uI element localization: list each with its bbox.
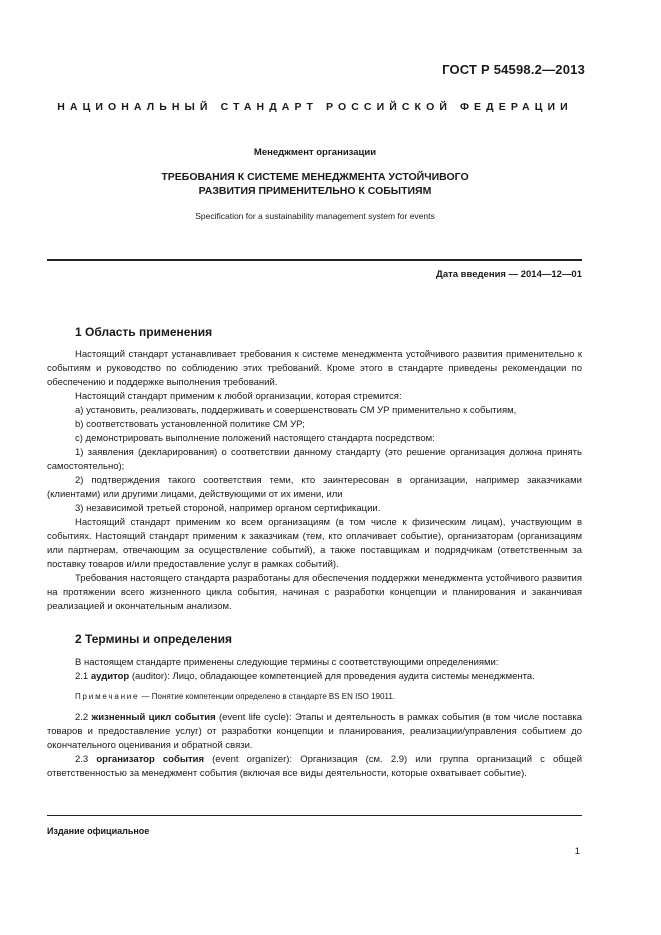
list-item: 2) подтверждения такого соответствия теми, кто заинтересован в организации, например заказчиками (клиентами) или другими лицами, действующими от их имени, или <box>47 475 582 500</box>
section-2-heading: 2 Термины и определения <box>75 632 233 646</box>
term-definition: Этапы и деятельность в рамках события (в том числе поставка товаров и предоставление услуг) от разработки концепции и планирования, реализации/управления событием до окончательного оценивания и обратной связи. <box>47 712 583 751</box>
edition-label: Издание официальное <box>47 826 150 836</box>
term-entry <box>47 753 582 781</box>
list-item: 3) независимой третьей стороной, например органом сертификации. <box>75 503 381 514</box>
paragraph: Требования настоящего стандарта разработаны для обеспечения поддержки менеджмента устойчивого развития на протяжении всего жизненного цикла события, начиная с разработки концепции и планирования и заканчивая реализацией и окончательным анализом. <box>47 573 582 612</box>
page-number: 1 <box>574 846 580 857</box>
term-number: 2.1 <box>75 671 89 682</box>
introduction-date: Дата введения — 2014—12—01 <box>436 269 582 280</box>
title-line-2: РАЗВИТИЯ ПРИМЕНИТЕЛЬНО К СОБЫТИЯМ <box>198 185 432 197</box>
term-name: аудитор <box>90 671 130 682</box>
term-definition: Лицо, обладающее компетенцией для проведения аудита системы менеджмента. <box>172 671 535 682</box>
term-definition: Организация (см. 2.9) или группа организаций с общей ответственностью за менеджмент события (включая все виды деятельности, которые охватывает событие). <box>47 754 583 779</box>
note-label: Примечание <box>75 692 140 701</box>
list-item: 1) заявления (декларирования) о соответствии данному стандарту (это решение организация должна принять самостоятельно); <box>47 447 582 472</box>
english-title: Specification for a sustainability management system for events <box>195 211 435 221</box>
term-entry <box>47 670 582 684</box>
term-english: (auditor): <box>131 671 170 682</box>
term-number: 2.2 <box>75 712 89 723</box>
section-2-body <box>47 656 582 781</box>
term-english: (event life cycle): <box>218 712 292 723</box>
standard-number: ГОСТ Р 54598.2—2013 <box>442 62 585 77</box>
header-divider <box>47 259 582 261</box>
term-number: 2.3 <box>75 754 89 765</box>
note <box>47 690 582 704</box>
national-standard-heading: НАЦИОНАЛЬНЫЙ СТАНДАРТ РОССИЙСКОЙ ФЕДЕРАЦИИ <box>57 101 573 113</box>
term-english: (event organizer): <box>212 754 293 765</box>
title-line-1: ТРЕБОВАНИЯ К СИСТЕМЕ МЕНЕДЖМЕНТА УСТОЙЧИВОГО <box>161 171 469 183</box>
term-name: организатор события <box>96 754 205 765</box>
list-item: b) соответствовать установленной политике СМ УР; <box>75 419 305 430</box>
standard-title <box>50 170 580 198</box>
paragraph: Настоящий стандарт применим к любой организации, которая стремится: <box>75 391 402 402</box>
standard-topic: Менеджмент организации <box>253 147 377 158</box>
footer-divider <box>47 815 582 816</box>
section-1-body <box>47 348 582 614</box>
term-name: жизненный цикл события <box>91 712 216 723</box>
note-text: — Понятие компетенции определено в стандарте BS EN ISO 19011. <box>141 692 395 701</box>
paragraph: Настоящий стандарт устанавливает требования к системе менеджмента устойчивого развития применительно к событиям и руководство по соблюдению этих требований. Кроме этого в стандарте приведены рекомендации по обеспечению и поддержке выполнения требований. <box>47 349 582 388</box>
list-item: a) установить, реализовать, поддерживать и совершенствовать СМ УР применительно к событиям, <box>75 405 517 416</box>
term-entry <box>47 711 582 753</box>
paragraph: В настоящем стандарте применены следующие термины с соответствующими определениями: <box>75 657 499 668</box>
list-item: c) демонстрировать выполнение положений настоящего стандарта посредством: <box>75 433 435 444</box>
section-1-heading: 1 Область применения <box>75 325 213 339</box>
paragraph: Настоящий стандарт применим ко всем организациям (в том числе к физическим лицам), участвующим в событиях. Настоящий стандарт применим к заказчикам (тем, кто оплачивает событие), организаторам (организациям или партнерам, отвечающим за осуществление событий), а также поставщикам и подрядчикам (ответственным за поставку товаров и/или предоставление услуг в рамках событий). <box>47 517 582 570</box>
